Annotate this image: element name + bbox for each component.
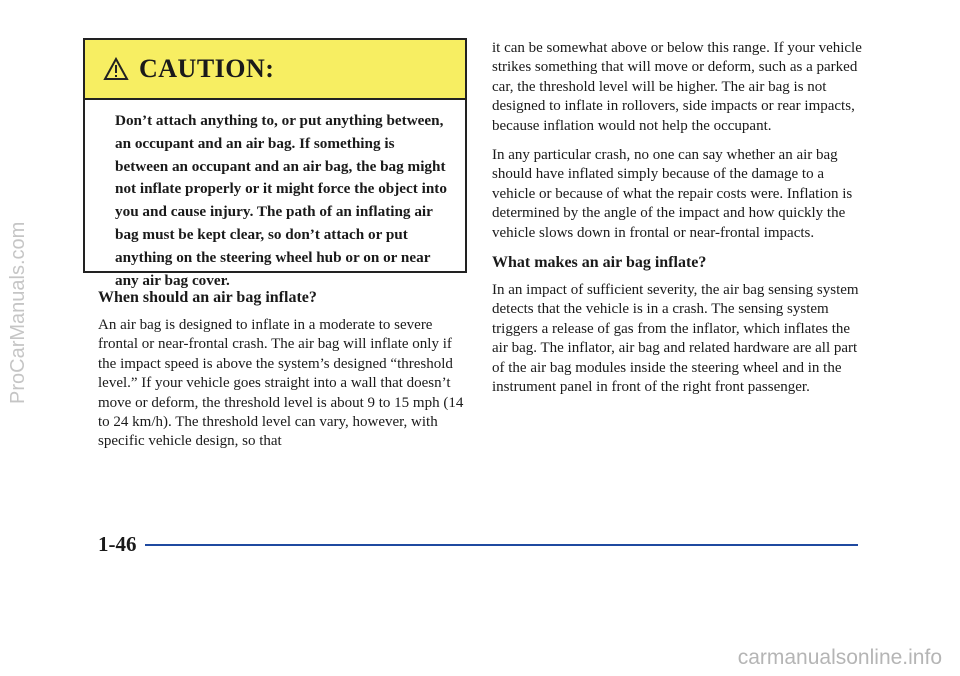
footer-rule xyxy=(145,544,859,546)
section-heading-when-inflate: When should an air bag inflate? xyxy=(98,289,317,306)
right-column xyxy=(492,39,864,408)
left-column xyxy=(98,288,470,462)
page-number: 1-46 xyxy=(98,532,137,556)
paragraph-threshold: An air bag is designed to inflate in a moderate to severe frontal or near-frontal crash. The air bag will inflate only if the impact speed is above the system’s designed “threshold level.” If your vehicle goes straight into a wall that doesn’t move or deform, the threshold level is about 9 to 15 mph (14 to 24 km/h). The threshold level can vary, however, with specific vehicle design, so that xyxy=(98,317,464,450)
caution-title: CAUTION: xyxy=(139,54,275,83)
caution-text: Don’t attach anything to, or put anything between, an occupant and an air bag. If something is between an occupant and an air bag, the bag might not inflate properly or it might force the object into you and cause injury. The path of an inflating air bag must be kept clear, so don’t attach or put anything on the steering wheel hub or on or near any air bag cover. xyxy=(115,112,447,289)
warning-triangle-icon xyxy=(103,57,129,81)
section-heading-what-makes-inflate: What makes an air bag inflate? xyxy=(492,254,707,272)
caution-header xyxy=(85,40,465,100)
paragraph-sensing-system: In an impact of sufficient severity, the air bag sensing system detects that the vehicle is in a crash. The sensing system triggers a release of gas from the inflator, which inflates the air bag. The inflator, air bag and related hardware are all part of the air bag modules inside the steering wheel and in the instrument panel in front of the right front passenger. xyxy=(492,282,859,396)
side-watermark: ProCarManuals.com xyxy=(7,221,29,404)
caution-box xyxy=(83,38,467,289)
page-footer xyxy=(98,532,858,557)
bottom-watermark: carmanualsonline.info xyxy=(737,646,942,669)
paragraph-threshold-continued: it can be somewhat above or below this range. If your vehicle strikes something that will move or deform, such as a parked car, the threshold level will be higher. The air bag is not designed to inflate in rollovers, side impacts or rear impacts, because inflation would not help the occupant. xyxy=(492,40,862,134)
paragraph-crash-damage: In any particular crash, no one can say whether an air bag should have inflated simply because of the damage to a vehicle or because of what the repair costs were. Inflation is determined by the angle of the impact and how quickly the vehicle slows down in frontal or near-frontal impacts. xyxy=(492,147,853,241)
